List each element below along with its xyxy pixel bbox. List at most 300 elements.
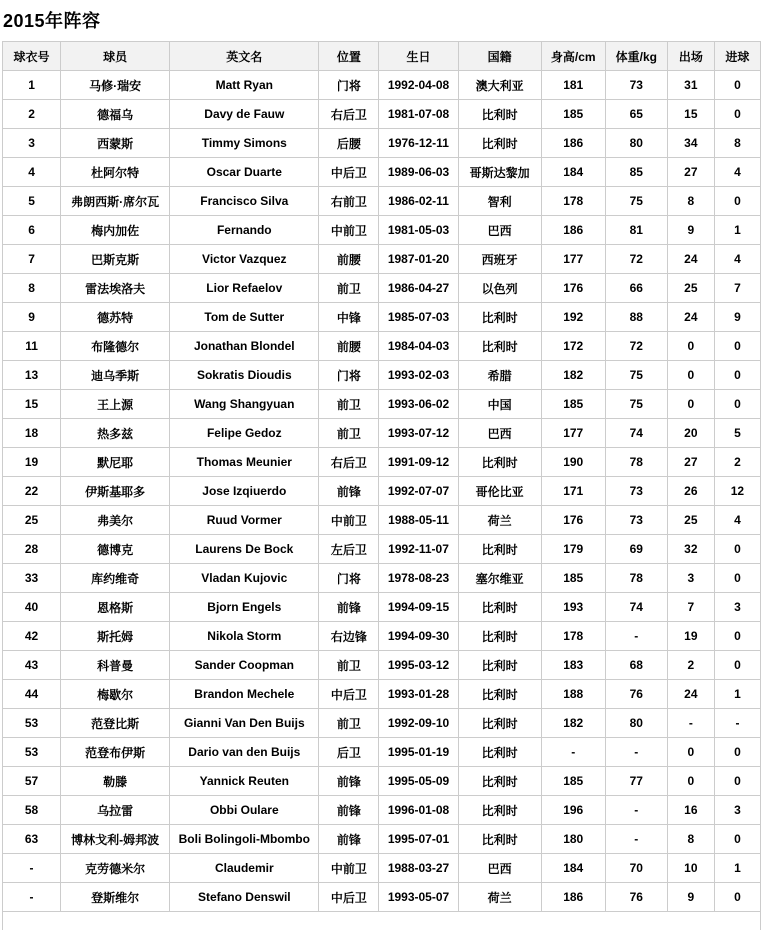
table-cell: Lior Refaelov xyxy=(170,274,319,303)
table-cell: 73 xyxy=(605,477,667,506)
table-cell: 比利时 xyxy=(458,767,541,796)
table-cell: 18 xyxy=(3,419,61,448)
table-row xyxy=(3,622,761,651)
table-cell: 184 xyxy=(541,854,605,883)
table-cell: - xyxy=(605,622,667,651)
table-cell: 伊斯基耶多 xyxy=(61,477,170,506)
table-row xyxy=(3,216,761,245)
table-cell: 弗美尔 xyxy=(61,506,170,535)
table-cell: - xyxy=(605,796,667,825)
table-cell: 76 xyxy=(605,883,667,912)
table-cell: 塞尔维亚 xyxy=(458,564,541,593)
table-cell: - xyxy=(3,854,61,883)
table-cell: 75 xyxy=(605,390,667,419)
table-cell: 180 xyxy=(541,825,605,854)
table-cell: 3 xyxy=(714,796,760,825)
table-cell: 70 xyxy=(605,854,667,883)
table-cell: 比利时 xyxy=(458,709,541,738)
table-cell: 72 xyxy=(605,332,667,361)
table-row xyxy=(3,883,761,912)
table-cell: 5 xyxy=(3,187,61,216)
table-cell: 8 xyxy=(667,825,714,854)
table-cell: 25 xyxy=(667,274,714,303)
table-row xyxy=(3,100,761,129)
table-cell: 荷兰 xyxy=(458,506,541,535)
table-cell: 32 xyxy=(667,535,714,564)
table-cell: 74 xyxy=(605,593,667,622)
column-header: 位置 xyxy=(319,42,379,71)
table-row xyxy=(3,274,761,303)
table-cell: 179 xyxy=(541,535,605,564)
table-cell: 33 xyxy=(3,564,61,593)
table-cell: 186 xyxy=(541,883,605,912)
table-cell: 15 xyxy=(3,390,61,419)
table-cell: 172 xyxy=(541,332,605,361)
table-cell: 0 xyxy=(714,361,760,390)
table-cell: 梅内加佐 xyxy=(61,216,170,245)
table-cell: 1994-09-15 xyxy=(379,593,458,622)
table-cell: 比利时 xyxy=(458,303,541,332)
table-cell: 27 xyxy=(667,158,714,187)
table-cell: 27 xyxy=(667,448,714,477)
page-title: 2015年阵容 xyxy=(3,11,101,31)
table-row xyxy=(3,796,761,825)
table-cell: 1993-05-07 xyxy=(379,883,458,912)
table-cell: 20 xyxy=(667,419,714,448)
table-cell: 1987-01-20 xyxy=(379,245,458,274)
table-row xyxy=(3,419,761,448)
table-cell: 1986-04-27 xyxy=(379,274,458,303)
table-cell: Timmy Simons xyxy=(170,129,319,158)
table-cell: 69 xyxy=(605,535,667,564)
table-cell: 22 xyxy=(3,477,61,506)
table-cell: 1981-05-03 xyxy=(379,216,458,245)
table-cell: 前卫 xyxy=(319,274,379,303)
table-cell: 178 xyxy=(541,187,605,216)
column-header: 身高/cm xyxy=(541,42,605,71)
table-row xyxy=(3,564,761,593)
table-cell: 巴西 xyxy=(458,419,541,448)
table-cell: 15 xyxy=(667,100,714,129)
table-cell: 19 xyxy=(3,448,61,477)
table-cell: 3 xyxy=(3,129,61,158)
table-cell: 1995-03-12 xyxy=(379,651,458,680)
table-cell: 8 xyxy=(3,274,61,303)
table-cell: 2 xyxy=(714,448,760,477)
table-row xyxy=(3,535,761,564)
table-cell: 181 xyxy=(541,71,605,100)
table-row xyxy=(3,158,761,187)
table-cell: 前锋 xyxy=(319,593,379,622)
table-cell: 0 xyxy=(667,332,714,361)
table-cell: 中国 xyxy=(458,390,541,419)
table-cell: 57 xyxy=(3,767,61,796)
table-cell: 巴斯克斯 xyxy=(61,245,170,274)
table-cell: Gianni Van Den Buijs xyxy=(170,709,319,738)
table-cell: 1978-08-23 xyxy=(379,564,458,593)
table-cell: 3 xyxy=(714,593,760,622)
table-cell: 0 xyxy=(714,651,760,680)
table-row xyxy=(3,854,761,883)
table-cell: 王上源 xyxy=(61,390,170,419)
table-cell: 1995-01-19 xyxy=(379,738,458,767)
table-row xyxy=(3,71,761,100)
table-cell: Sander Coopman xyxy=(170,651,319,680)
table-cell: 177 xyxy=(541,245,605,274)
table-cell: 183 xyxy=(541,651,605,680)
table-cell: 1986-02-11 xyxy=(379,187,458,216)
table-cell: 1 xyxy=(714,854,760,883)
table-cell: 马修·瑞安 xyxy=(61,71,170,100)
table-cell: 0 xyxy=(714,535,760,564)
table-cell: 前腰 xyxy=(319,332,379,361)
table-cell: 42 xyxy=(3,622,61,651)
table-row xyxy=(3,709,761,738)
table-cell: 默尼耶 xyxy=(61,448,170,477)
table-cell: 78 xyxy=(605,448,667,477)
table-row xyxy=(3,129,761,158)
table-cell: - xyxy=(3,883,61,912)
table-cell: 比利时 xyxy=(458,825,541,854)
empty-row xyxy=(3,912,761,930)
table-cell: 78 xyxy=(605,564,667,593)
table-cell: 杜阿尔特 xyxy=(61,158,170,187)
column-header: 英文名 xyxy=(170,42,319,71)
table-cell: Francisco Silva xyxy=(170,187,319,216)
table-cell: 4 xyxy=(714,506,760,535)
table-cell: 比利时 xyxy=(458,129,541,158)
table-cell: 0 xyxy=(667,738,714,767)
table-cell: 中前卫 xyxy=(319,854,379,883)
table-cell: 182 xyxy=(541,361,605,390)
table-cell: 前卫 xyxy=(319,651,379,680)
table-cell: 80 xyxy=(605,129,667,158)
table-cell: 186 xyxy=(541,216,605,245)
table-cell: 0 xyxy=(714,390,760,419)
table-cell: 8 xyxy=(714,129,760,158)
table-cell: 188 xyxy=(541,680,605,709)
table-cell: 185 xyxy=(541,390,605,419)
table-cell: 比利时 xyxy=(458,100,541,129)
table-cell: 192 xyxy=(541,303,605,332)
table-cell: 1992-09-10 xyxy=(379,709,458,738)
table-cell: 1 xyxy=(714,216,760,245)
table-cell: 19 xyxy=(667,622,714,651)
table-cell: Jose Izqiuerdo xyxy=(170,477,319,506)
table-cell: 迪乌季斯 xyxy=(61,361,170,390)
table-cell: 1988-03-27 xyxy=(379,854,458,883)
table-cell: 1981-07-08 xyxy=(379,100,458,129)
table-cell: 7 xyxy=(714,274,760,303)
table-cell: 前锋 xyxy=(319,767,379,796)
table-cell: 科普曼 xyxy=(61,651,170,680)
table-cell: Fernando xyxy=(170,216,319,245)
table-cell: 西班牙 xyxy=(458,245,541,274)
table-cell: 171 xyxy=(541,477,605,506)
table-cell: 76 xyxy=(605,680,667,709)
table-cell: 9 xyxy=(667,883,714,912)
table-cell: 6 xyxy=(3,216,61,245)
table-cell: 186 xyxy=(541,129,605,158)
table-cell: 0 xyxy=(714,883,760,912)
table-cell: 澳大利亚 xyxy=(458,71,541,100)
table-row xyxy=(3,593,761,622)
table-cell: 0 xyxy=(714,825,760,854)
table-cell: 比利时 xyxy=(458,332,541,361)
table-cell: 门将 xyxy=(319,361,379,390)
table-row xyxy=(3,187,761,216)
table-cell: 1988-05-11 xyxy=(379,506,458,535)
table-cell: 门将 xyxy=(319,564,379,593)
table-cell: 1992-11-07 xyxy=(379,535,458,564)
table-cell: 1992-07-07 xyxy=(379,477,458,506)
table-cell: 73 xyxy=(605,506,667,535)
table-cell: 2 xyxy=(667,651,714,680)
table-cell: 中锋 xyxy=(319,303,379,332)
table-cell: 0 xyxy=(714,71,760,100)
table-cell: 176 xyxy=(541,274,605,303)
table-row xyxy=(3,680,761,709)
table-row xyxy=(3,303,761,332)
table-cell: 25 xyxy=(3,506,61,535)
table-cell: 前卫 xyxy=(319,419,379,448)
table-cell: 9 xyxy=(3,303,61,332)
table-cell: 乌拉雷 xyxy=(61,796,170,825)
table-cell: 176 xyxy=(541,506,605,535)
table-cell: 右后卫 xyxy=(319,100,379,129)
table-cell: 1996-01-08 xyxy=(379,796,458,825)
table-cell: 博林戈利-姆邦波 xyxy=(61,825,170,854)
table-row xyxy=(3,738,761,767)
table-cell: 0 xyxy=(714,738,760,767)
table-cell: 前锋 xyxy=(319,477,379,506)
table-cell: 34 xyxy=(667,129,714,158)
table-cell: Bjorn Engels xyxy=(170,593,319,622)
table-cell: 1993-06-02 xyxy=(379,390,458,419)
table-cell: 65 xyxy=(605,100,667,129)
table-cell: 24 xyxy=(667,680,714,709)
table-cell: 2 xyxy=(3,100,61,129)
table-cell: Ruud Vormer xyxy=(170,506,319,535)
table-cell: Obbi Oulare xyxy=(170,796,319,825)
table-row xyxy=(3,767,761,796)
table-cell: 1 xyxy=(3,71,61,100)
table-cell: 44 xyxy=(3,680,61,709)
table-cell: 以色列 xyxy=(458,274,541,303)
table-cell: Matt Ryan xyxy=(170,71,319,100)
table-cell: 恩格斯 xyxy=(61,593,170,622)
table-cell: 24 xyxy=(667,303,714,332)
table-cell: 184 xyxy=(541,158,605,187)
table-cell: 中后卫 xyxy=(319,883,379,912)
table-cell: 0 xyxy=(714,187,760,216)
table-cell: 比利时 xyxy=(458,680,541,709)
table-cell: 53 xyxy=(3,709,61,738)
table-cell: 66 xyxy=(605,274,667,303)
table-cell: 25 xyxy=(667,506,714,535)
table-cell: 0 xyxy=(714,332,760,361)
table-cell: 1993-02-03 xyxy=(379,361,458,390)
table-cell: 12 xyxy=(714,477,760,506)
table-cell: 58 xyxy=(3,796,61,825)
table-cell: Davy de Fauw xyxy=(170,100,319,129)
table-cell: 荷兰 xyxy=(458,883,541,912)
table-cell: 190 xyxy=(541,448,605,477)
table-cell: 1 xyxy=(714,680,760,709)
column-header: 出场 xyxy=(667,42,714,71)
table-cell: 13 xyxy=(3,361,61,390)
table-cell: 中后卫 xyxy=(319,158,379,187)
table-cell: 中前卫 xyxy=(319,506,379,535)
table-cell: 智利 xyxy=(458,187,541,216)
table-cell: 比利时 xyxy=(458,796,541,825)
table-cell: 德苏特 xyxy=(61,303,170,332)
table-cell: 0 xyxy=(667,361,714,390)
table-row xyxy=(3,477,761,506)
table-cell: 前锋 xyxy=(319,796,379,825)
table-cell: 1994-09-30 xyxy=(379,622,458,651)
table-cell: 比利时 xyxy=(458,535,541,564)
table-cell: 0 xyxy=(714,767,760,796)
table-cell: 斯托姆 xyxy=(61,622,170,651)
table-cell: 40 xyxy=(3,593,61,622)
table-cell: Sokratis Dioudis xyxy=(170,361,319,390)
table-cell: 西蒙斯 xyxy=(61,129,170,158)
table-cell: 1995-05-09 xyxy=(379,767,458,796)
table-cell: 1992-04-08 xyxy=(379,71,458,100)
table-cell: 前锋 xyxy=(319,825,379,854)
table-cell: 177 xyxy=(541,419,605,448)
table-row xyxy=(3,332,761,361)
table-cell: 比利时 xyxy=(458,448,541,477)
table-cell: 185 xyxy=(541,564,605,593)
table-cell: 1993-01-28 xyxy=(379,680,458,709)
table-cell: 左后卫 xyxy=(319,535,379,564)
table-cell: 德福乌 xyxy=(61,100,170,129)
table-cell: 8 xyxy=(667,187,714,216)
table-cell: 1984-04-03 xyxy=(379,332,458,361)
table-cell: Vladan Kujovic xyxy=(170,564,319,593)
table-cell: 3 xyxy=(667,564,714,593)
column-header: 球员 xyxy=(61,42,170,71)
table-cell: 1993-07-12 xyxy=(379,419,458,448)
table-cell: 1985-07-03 xyxy=(379,303,458,332)
table-row xyxy=(3,506,761,535)
table-cell: 53 xyxy=(3,738,61,767)
table-cell: 182 xyxy=(541,709,605,738)
table-cell: 梅歇尔 xyxy=(61,680,170,709)
table-cell: Jonathan Blondel xyxy=(170,332,319,361)
table-cell: - xyxy=(605,825,667,854)
table-cell: 77 xyxy=(605,767,667,796)
table-cell: 前卫 xyxy=(319,390,379,419)
table-cell: 1976-12-11 xyxy=(379,129,458,158)
column-header: 生日 xyxy=(379,42,458,71)
table-cell: - xyxy=(541,738,605,767)
table-cell: 28 xyxy=(3,535,61,564)
table-body xyxy=(3,71,761,930)
table-cell: 弗朗西斯·席尔瓦 xyxy=(61,187,170,216)
table-cell: 24 xyxy=(667,245,714,274)
table-cell: 右后卫 xyxy=(319,448,379,477)
column-header: 国籍 xyxy=(458,42,541,71)
table-cell: 范登布伊斯 xyxy=(61,738,170,767)
table-cell: 72 xyxy=(605,245,667,274)
table-cell: 196 xyxy=(541,796,605,825)
table-cell: 63 xyxy=(3,825,61,854)
empty-cell xyxy=(3,912,761,930)
table-cell: 73 xyxy=(605,71,667,100)
table-cell: 43 xyxy=(3,651,61,680)
table-cell: 16 xyxy=(667,796,714,825)
table-cell: 右前卫 xyxy=(319,187,379,216)
table-cell: 热多兹 xyxy=(61,419,170,448)
table-cell: Laurens De Bock xyxy=(170,535,319,564)
table-cell: Boli Bolingoli-Mbombo xyxy=(170,825,319,854)
table-cell: 26 xyxy=(667,477,714,506)
table-cell: Wang Shangyuan xyxy=(170,390,319,419)
table-cell: 1995-07-01 xyxy=(379,825,458,854)
table-row xyxy=(3,361,761,390)
table-cell: 希腊 xyxy=(458,361,541,390)
table-cell: 1991-09-12 xyxy=(379,448,458,477)
table-cell: 前卫 xyxy=(319,709,379,738)
table-cell: Thomas Meunier xyxy=(170,448,319,477)
table-cell: 85 xyxy=(605,158,667,187)
table-cell: 巴西 xyxy=(458,854,541,883)
table-cell: Felipe Gedoz xyxy=(170,419,319,448)
table-cell: 31 xyxy=(667,71,714,100)
table-cell: 中前卫 xyxy=(319,216,379,245)
table-cell: 比利时 xyxy=(458,622,541,651)
table-row xyxy=(3,448,761,477)
table-cell: 88 xyxy=(605,303,667,332)
table-cell: - xyxy=(667,709,714,738)
table-cell: Stefano Denswil xyxy=(170,883,319,912)
table-cell: Brandon Mechele xyxy=(170,680,319,709)
table-cell: 75 xyxy=(605,361,667,390)
table-cell: Oscar Duarte xyxy=(170,158,319,187)
table-cell: 前腰 xyxy=(319,245,379,274)
table-cell: 4 xyxy=(714,158,760,187)
table-cell: 哥伦比亚 xyxy=(458,477,541,506)
table-cell: 4 xyxy=(714,245,760,274)
table-cell: 75 xyxy=(605,187,667,216)
table-cell: 5 xyxy=(714,419,760,448)
table-cell: 右边锋 xyxy=(319,622,379,651)
table-cell: 10 xyxy=(667,854,714,883)
table-cell: - xyxy=(605,738,667,767)
table-cell: 81 xyxy=(605,216,667,245)
table-cell: 193 xyxy=(541,593,605,622)
table-cell: Claudemir xyxy=(170,854,319,883)
table-cell: 80 xyxy=(605,709,667,738)
table-cell: 范登比斯 xyxy=(61,709,170,738)
column-header: 球衣号 xyxy=(3,42,61,71)
table-cell: 勒滕 xyxy=(61,767,170,796)
table-cell: 比利时 xyxy=(458,738,541,767)
table-row xyxy=(3,390,761,419)
table-cell: 0 xyxy=(714,564,760,593)
table-cell: 185 xyxy=(541,767,605,796)
table-cell: Nikola Storm xyxy=(170,622,319,651)
table-cell: 后腰 xyxy=(319,129,379,158)
table-cell: 9 xyxy=(714,303,760,332)
table-cell: Dario van den Buijs xyxy=(170,738,319,767)
table-cell: 178 xyxy=(541,622,605,651)
table-cell: 比利时 xyxy=(458,593,541,622)
column-header: 体重/kg xyxy=(605,42,667,71)
